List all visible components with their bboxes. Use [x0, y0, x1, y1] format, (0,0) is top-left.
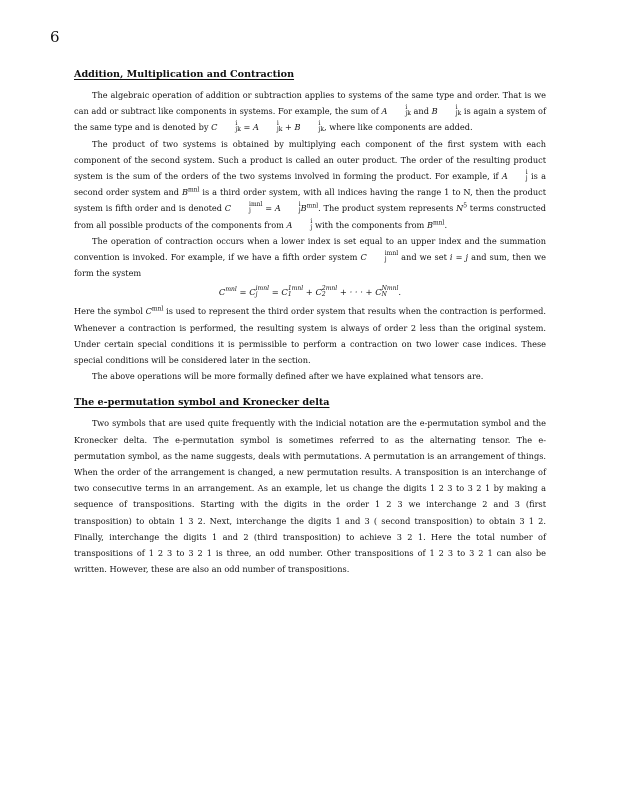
contraction-equation: $C^{mnl} = C$ imnl j = C 1mnl 1 + C 2mnl 2 + · · · + C Nmnl N . — [218, 284, 402, 298]
paragraph-addition: The algebraic operation of addition or subtraction applies to systems of the same type and order. That is we can add or subtract like components in systems. For example, the sum of A i jk and B i jk is again a system of the same type and is denoted by C i jk = A i jk + B i jk , where like components are added. — [74, 90, 546, 134]
page-content — [74, 69, 546, 577]
paragraph-contraction-result: Here the symbol $C^{mnl}$ is used to represent the third order system that results when the contraction is performed. Whenever a contraction is performed, the resulting system is always of order 2 less than the original system. Under certain special conditions it is permissible to perform a contraction on two lower case indices. These special conditions will be considered later in the section. — [74, 305, 546, 366]
paragraph-outer-product: The product of two systems is obtained by multiplying each component of the first system with each component of the second system. Such a product is called an outer product. The order of the resulting product system is the sum of the orders of the two systems involved in forming the product. For example, if A i j is a second order system and $B^{mnl}$ is a third order system, with all indices having the range 1 to N, then the product system is fifth order and is denoted C imnl j = A i j $B^{mnl}$. The product system represents $N^5$ terms constructed from all possible products of the components from A i j with the components from $B^{mnl}$. — [74, 138, 547, 231]
paragraph-operations-note: The above operations will be more formally defined after we have explained what tensors are. — [92, 371, 484, 382]
page-number: 6 — [50, 28, 60, 46]
paragraph-permutation: Two symbols that are used quite frequently with the indicial notation are the e-permutation symbol and the Kronecker delta. The e-permutation symbol is sometimes referred to as the alternating tensor. The e-permutation symbol, as the name suggests, deals with permutations. A permutation is an arrangement of things. When the order of the arrangement is changed, a new permutation results. A transposition is an interchange of two consecutive terms in an arrangement. As an example, let us change the digits 1 2 3 to 3 2 1 by making a sequence of transpositions. Starting with the digits in the order 1 2 3 we interchange 2 and 3 (first transposition) to obtain 1 3 2. Next, interchange the digits 1 and 3 ( second transposition) to obtain 3 1 2. Finally, interchange the digits 1 and 2 (third transposition) to achieve 3 2 1. Here the total number of transpositions of 1 2 3 to 3 2 1 is three, an odd number. Other transpositions of 1 2 3 to 3 2 1 can also be written. However, these are also an odd number of transpositions. — [74, 418, 546, 575]
section-title-addition: Addition, Multiplication and Contraction — [74, 69, 295, 80]
paragraph-contraction: The operation of contraction occurs when a lower index is set equal to an upper index and the summation convention is invoked. For example, if we have a fifth order system C imnl j and we set i = j and sum, then we form the system — [74, 235, 546, 279]
section-title-permutation: The e-permutation symbol and Kronecker delta — [74, 397, 330, 409]
